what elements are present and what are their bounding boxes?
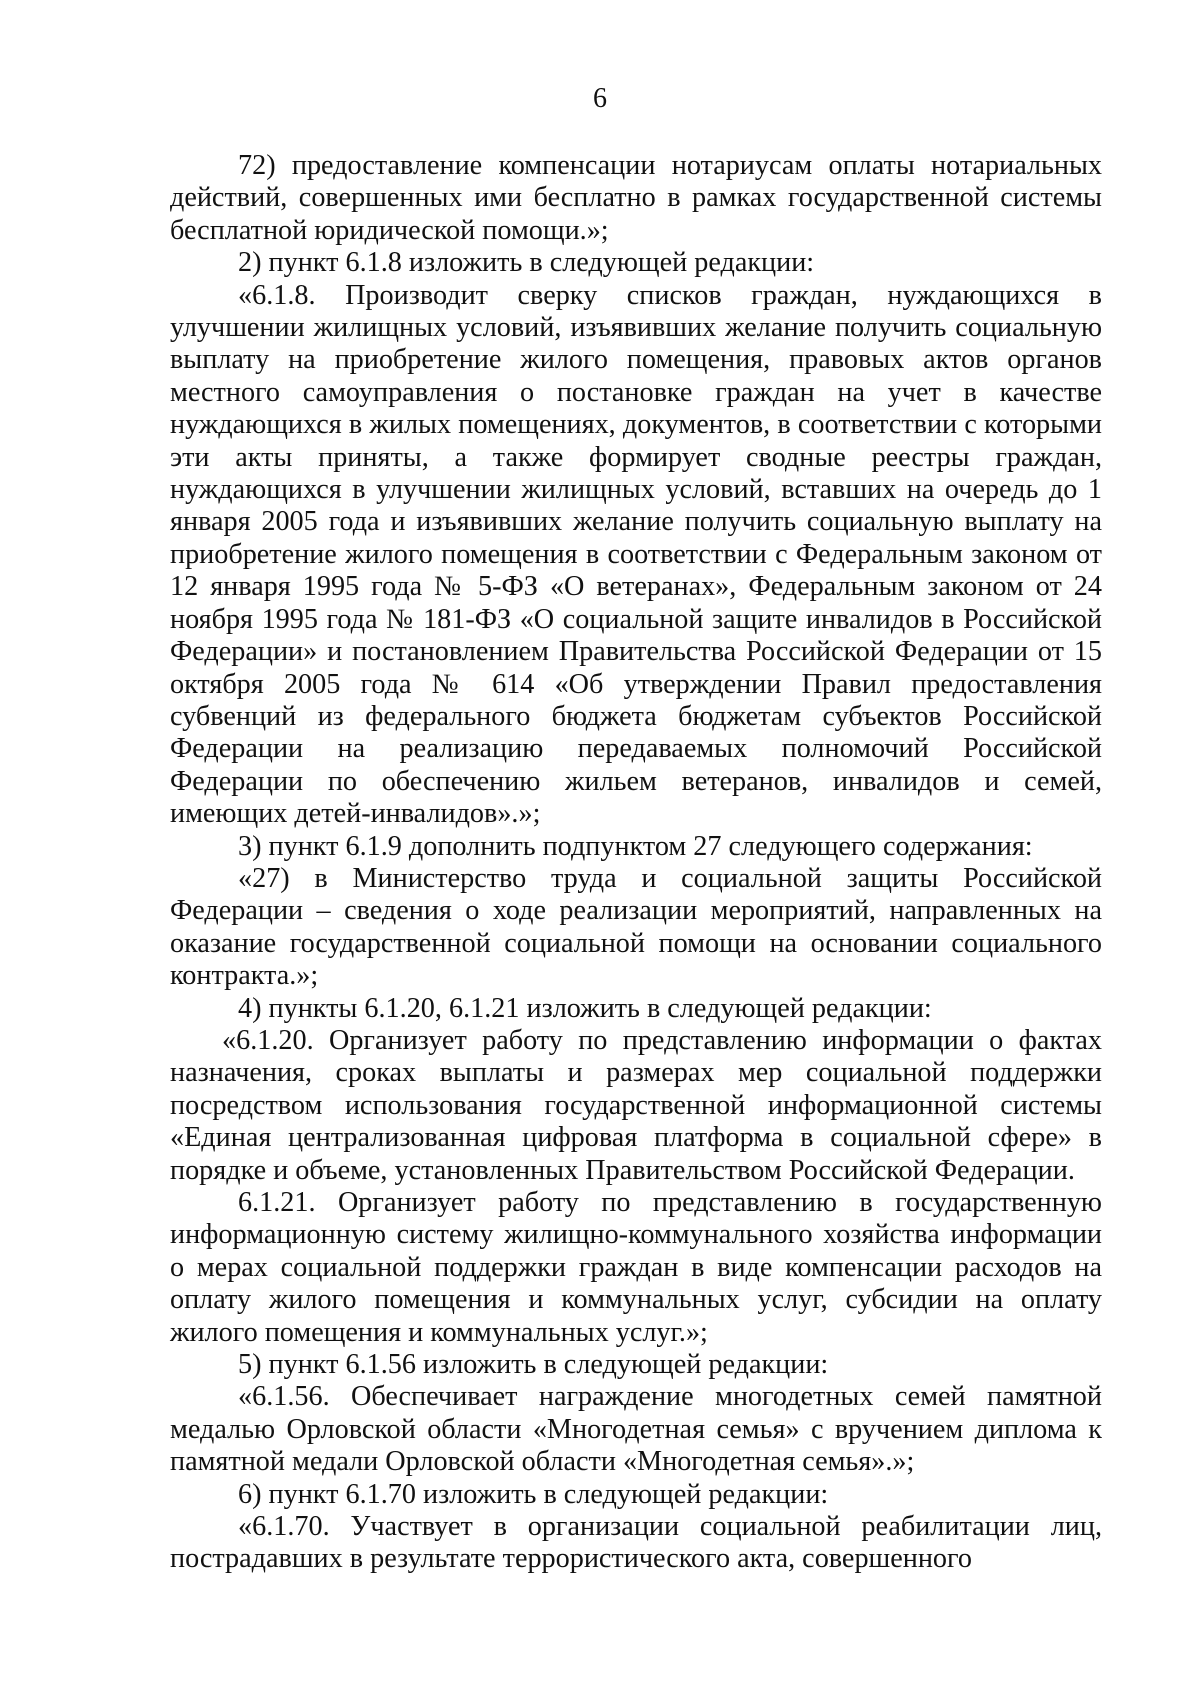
paragraph-amendment-4: 4) пункты 6.1.20, 6.1.21 изложить в следующей редакции:: [238, 992, 932, 1024]
paragraph-item-72: 72) предоставление компенсации нотариусам оплаты нотариальных действий, совершенных ими бесплатно в рамках государственной системы бесплатной юридической помощи.»;: [170, 150, 1102, 246]
paragraph-6-1-20: «6.1.20. Организует работу по представлению информации о фактах назначения, сроках выплаты и размерах мер социальной поддержки посредством использования государственной информационной системы «Единая централизованная цифровая платформа в социальной сфере» в порядке и объеме, установленных Правительством Российской Федерации.: [170, 1024, 1102, 1186]
document-body: [170, 150, 1102, 1576]
paragraph-6-1-70: «6.1.70. Участвует в организации социальной реабилитации лиц, пострадавших в результате террористического акта, совершенного: [170, 1511, 1102, 1575]
paragraph-amendment-3: 3) пункт 6.1.9 дополнить подпунктом 27 следующего содержания:: [238, 830, 1033, 862]
paragraph-amendment-2: 2) пункт 6.1.8 изложить в следующей редакции:: [238, 247, 815, 279]
paragraph-amendment-5: 5) пункт 6.1.56 изложить в следующей редакции:: [238, 1349, 829, 1381]
paragraph-subitem-27: «27) в Министерство труда и социальной защиты Российской Федерации – сведения о ходе реализации мероприятий, направленных на оказание государственной социальной помощи на основании социального контракта.»;: [170, 862, 1102, 992]
paragraph-6-1-8: «6.1.8. Производит сверку списков граждан, нуждающихся в улучшении жилищных условий, изъявивших желание получить социальную выплату на приобретение жилого помещения, правовых актов органов местного самоуправления о постановке граждан на учет в качестве нуждающихся в жилых помещениях, документов, в соответствии с которыми эти акты приняты, а также формирует сводные реестры граждан, нуждающихся в улучшении жилищных условий, вставших на очередь до 1 января 2005 года и изъявивших желание получить социальную выплату на приобретение жилого помещения в соответствии с Федеральным законом от 12 января 1995 года № 5-ФЗ «О ветеранах», Федеральным законом от 24 ноября 1995 года № 181-ФЗ «О социальной защите инвалидов в Российской Федерации» и постановлением Правительства Российской Федерации от 15 октября 2005 года № 614 «Об утверждении Правил предоставления субвенций из федерального бюджета бюджетам субъектов Российской Федерации на реализацию передаваемых полномочий Российской Федерации по обеспечению жильем ветеранов, инвалидов и семей, имеющих детей-инвалидов».»;: [170, 279, 1102, 830]
paragraph-amendment-6: 6) пункт 6.1.70 изложить в следующей редакции:: [238, 1478, 829, 1510]
page-number: 6: [593, 83, 607, 114]
paragraph-6-1-56: «6.1.56. Обеспечивает награждение многодетных семей памятной медалью Орловской области «Многодетная семья» с вручением диплома к памятной медали Орловской области «Многодетная семья».»;: [170, 1381, 1102, 1478]
paragraph-6-1-21: 6.1.21. Организует работу по представлению в государственную информационную систему жилищно-коммунального хозяйства информации о мерах социальной поддержки граждан в виде компенсации расходов на оплату жилого помещения и коммунальных услуг, субсидии на оплату жилого помещения и коммунальных услуг.»;: [170, 1187, 1102, 1348]
